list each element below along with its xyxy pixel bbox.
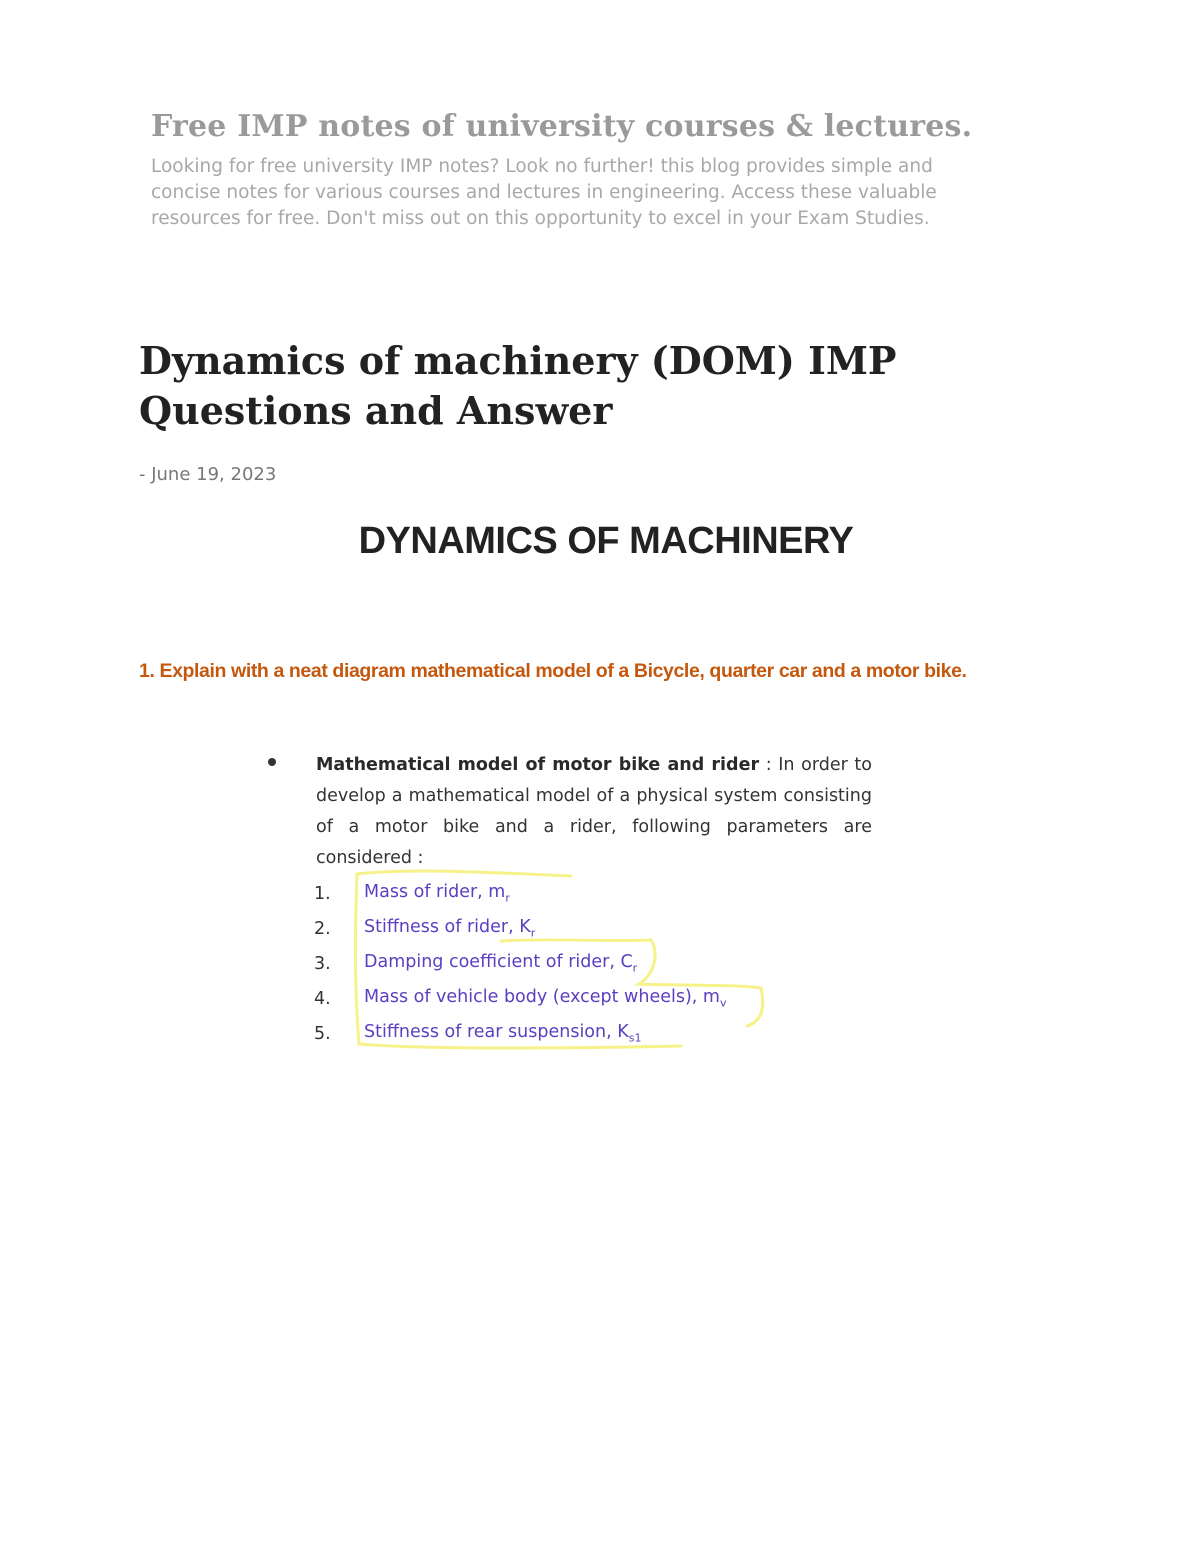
scan-lead: Mathematical model of motor bike and rider — [316, 755, 760, 775]
bullet-dot — [268, 758, 276, 766]
list-item-text: Stiffness of rider, $K_r$ — [364, 917, 536, 940]
list-item — [314, 876, 726, 911]
list-item-number: 5. — [314, 1023, 331, 1044]
list-item-text: Mass of rider, $m_r$ — [364, 882, 510, 905]
list-item-text: Mass of vehicle body (except wheels), $m_v$ — [364, 987, 727, 1010]
list-item-number: 4. — [314, 988, 331, 1009]
list-item-text: Stiffness of rear suspension, $K_{s1}$ — [364, 1022, 642, 1045]
list-item — [314, 981, 726, 1016]
scan-intro-paragraph — [316, 750, 872, 874]
list-item — [314, 1016, 726, 1051]
list-item — [314, 911, 726, 946]
list-item-number: 2. — [314, 918, 331, 939]
post-date[interactable]: - June 19, 2023 — [139, 464, 277, 485]
blog-header — [151, 106, 1031, 232]
scan-intro-rest: : In order to develop a mathematical model of a physical system consisting of a motor bike and a rider, following parameters are considered : — [316, 755, 872, 868]
list-item — [314, 946, 726, 981]
list-item-number: 3. — [314, 953, 331, 974]
parameter-list — [314, 876, 726, 1051]
list-item-text: Damping coefficient of rider, $C_r$ — [364, 952, 638, 975]
blog-description: Looking for free university IMP notes? Look no further! this blog provides simple and concise notes for various courses and lectures in engineering. Access these valuable resources for free. Don't miss out on this opportunity to excel in your Exam Studies. — [151, 156, 937, 229]
question-text: 1. Explain with a neat diagram mathematical model of a Bicycle, quarter car and a motor bike. — [139, 660, 967, 682]
scanned-notes-image — [258, 746, 888, 1066]
blog-title[interactable]: Free IMP notes of university courses & lectures. — [151, 109, 973, 144]
list-item-number: 1. — [314, 883, 331, 904]
post-title[interactable]: Dynamics of machinery (DOM) IMP Questions and Answer — [139, 338, 897, 433]
section-heading: DYNAMICS OF MACHINERY — [358, 520, 854, 562]
